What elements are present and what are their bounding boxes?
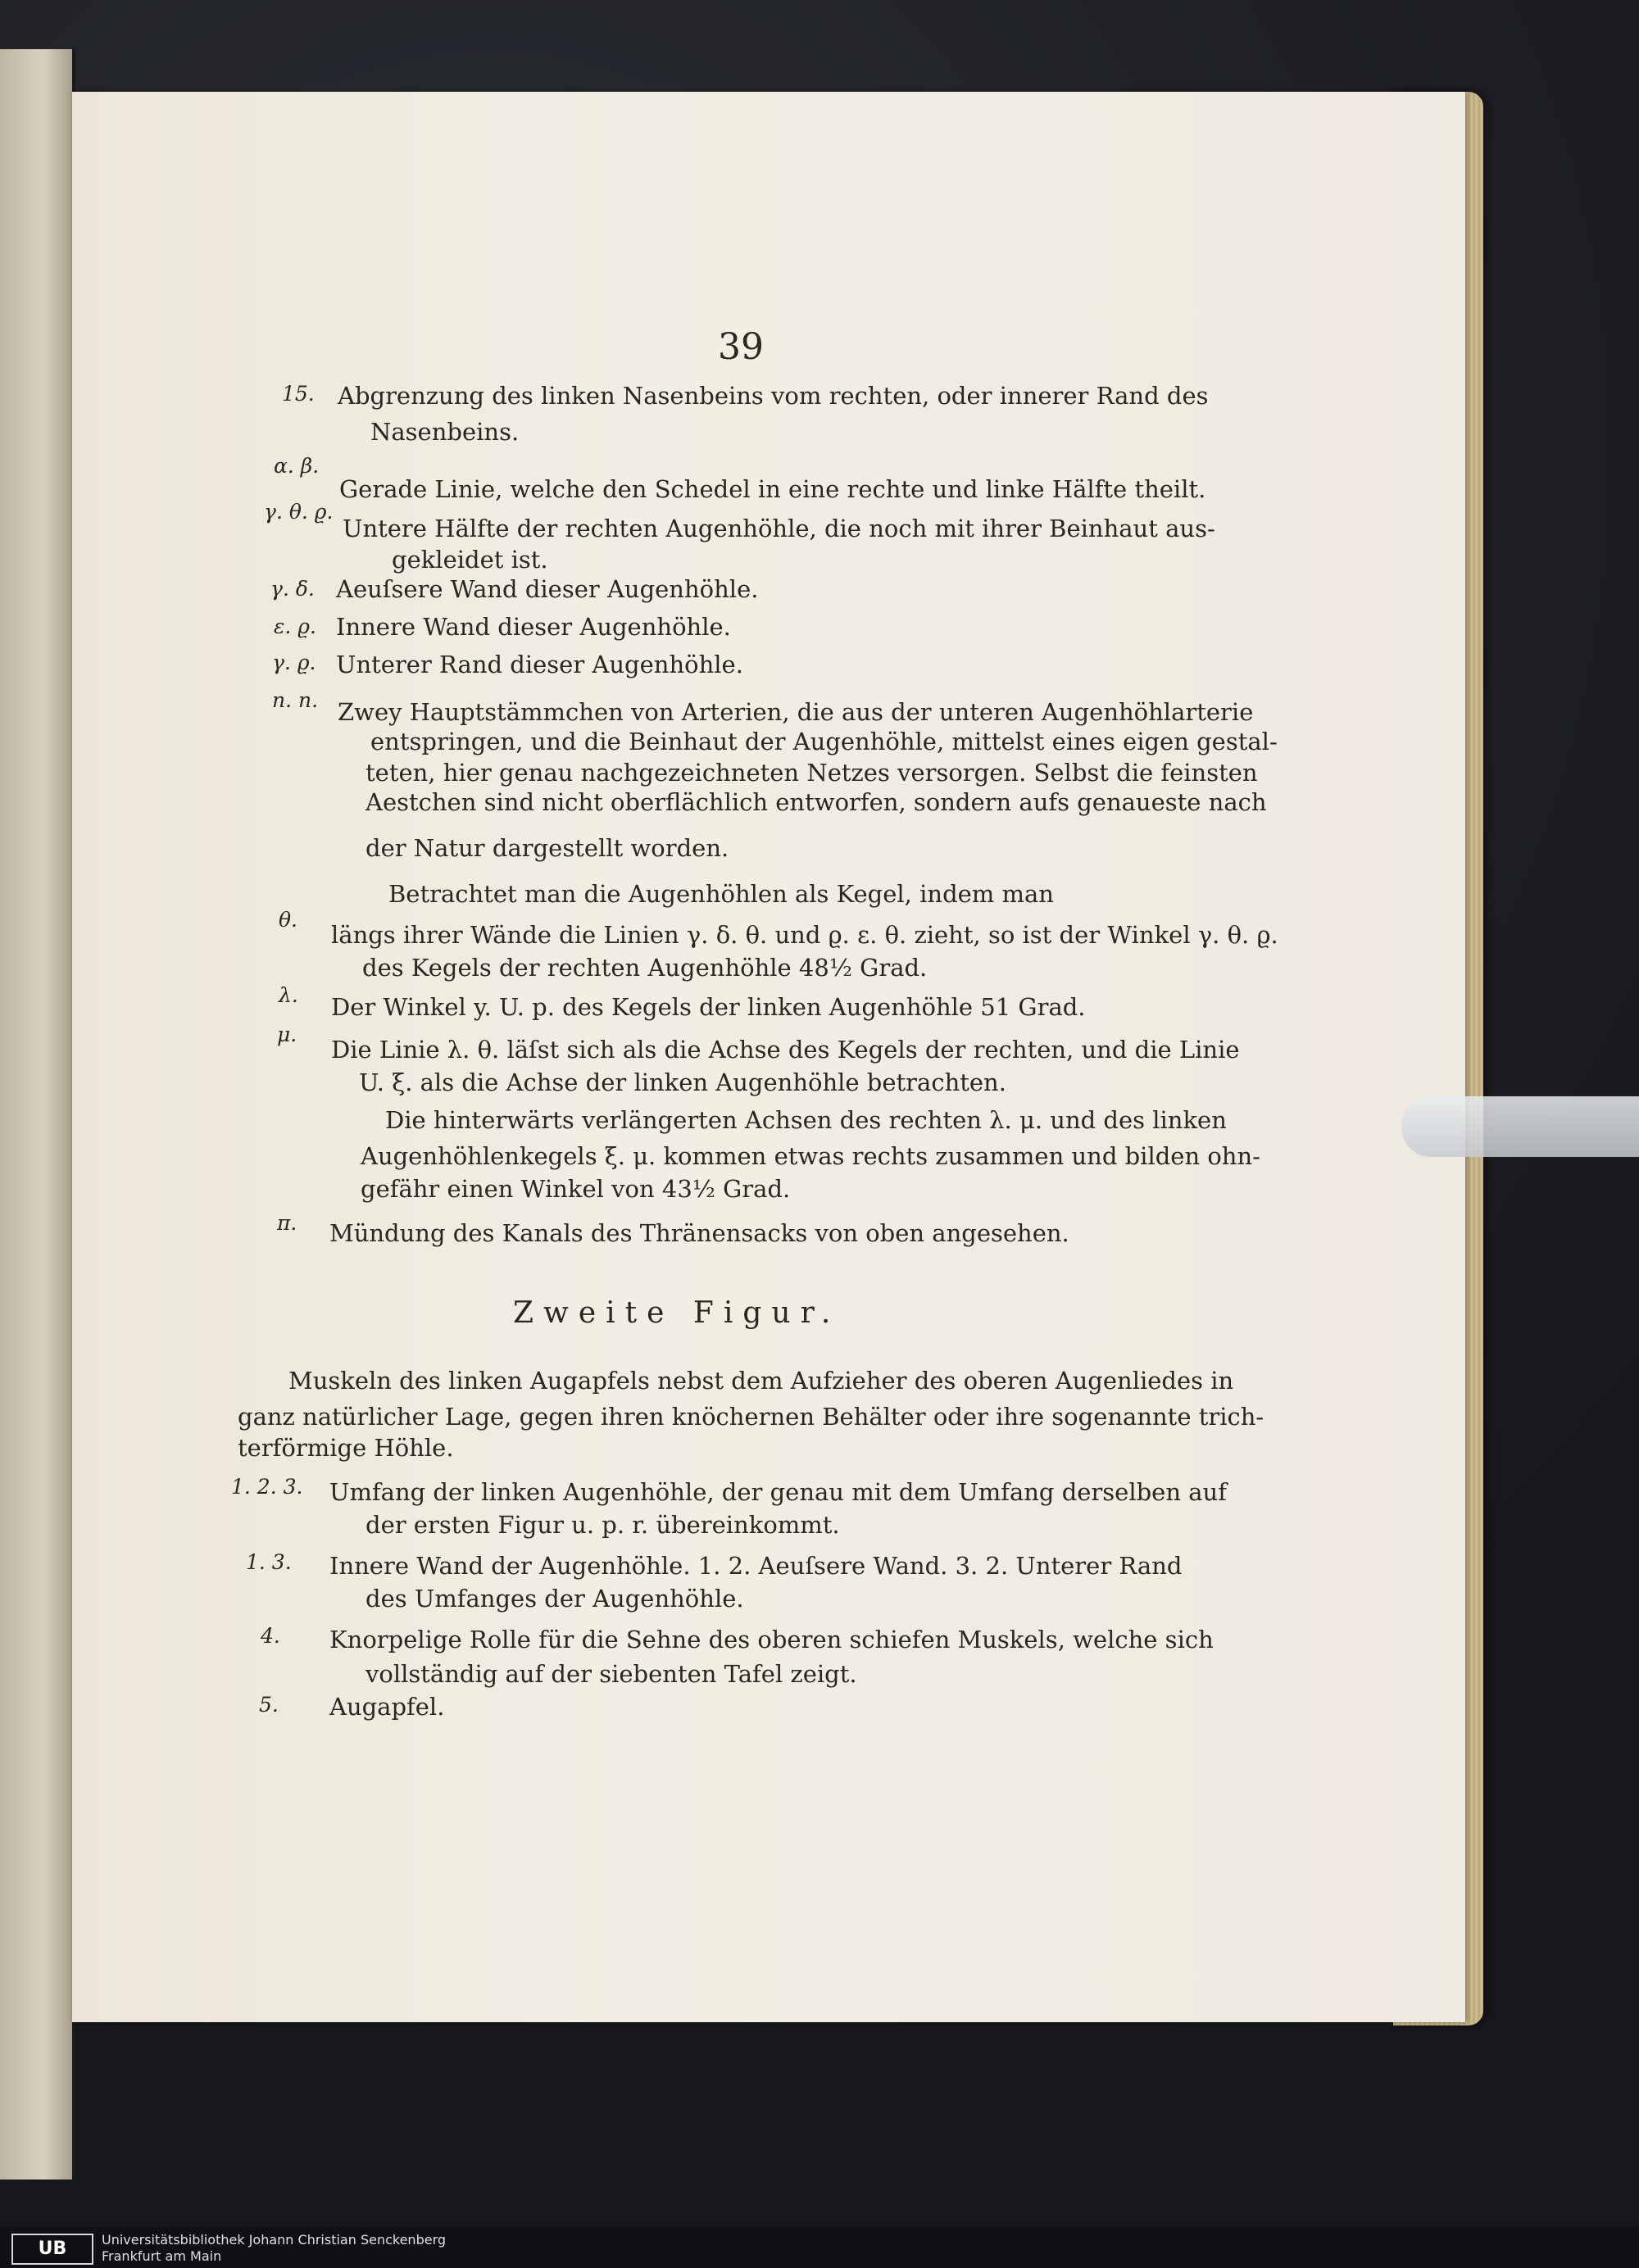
entry-label: γ. δ. xyxy=(270,577,315,601)
intro-line: ganz natürlicher Lage, gegen ihren knöchernen Behälter oder ihre sogenannte trich- xyxy=(238,1403,1264,1431)
library-logo: UB xyxy=(11,2234,93,2265)
footer-city: Frankfurt am Main xyxy=(102,2248,222,2264)
entry-text: des Umfanges der Augenhöhle. xyxy=(365,1585,744,1613)
paragraph-achsen-line: Die hinterwärts verlängerten Achsen des rechten λ. μ. und des linken xyxy=(385,1106,1227,1134)
entry-text: Augapfel. xyxy=(329,1693,445,1721)
footer-library-name: Universitätsbibliothek Johann Christian Senckenberg xyxy=(102,2232,447,2248)
entry-text: vollständig auf der siebenten Tafel zeigt. xyxy=(365,1660,857,1688)
entry-label: α. β. xyxy=(274,454,320,478)
entry-label: μ. xyxy=(277,1023,297,1046)
entry-text: Innere Wand dieser Augenhöhle. xyxy=(336,613,731,641)
entry-label: 5. xyxy=(259,1693,279,1717)
entry-text: Untere Hälfte der rechten Augenhöhle, die noch mit ihrer Beinhaut aus- xyxy=(343,515,1215,542)
entry-label: 15. xyxy=(282,382,315,406)
entry-label: n. n. xyxy=(272,688,319,712)
left-page-edge xyxy=(0,49,75,2180)
entry-text: U. ξ. als die Achse der linken Augenhöhle betrachten. xyxy=(359,1068,1006,1096)
entry-text: des Kegels der rechten Augenhöhle 48½ Grad. xyxy=(362,954,928,982)
entry-text: Innere Wand der Augenhöhle. 1. 2. Aeuſsere Wand. 3. 2. Unterer Rand xyxy=(329,1552,1183,1580)
entry-text: Mündung des Kanals des Thränensacks von oben angesehen. xyxy=(329,1219,1069,1247)
entry-text: Unterer Rand dieser Augenhöhle. xyxy=(336,651,743,678)
entry-text: Gerade Linie, welche den Schedel in eine rechte und linke Hälfte theilt. xyxy=(339,475,1206,503)
paragraph-kegel: Betrachtet man die Augenhöhlen als Kegel, indem man xyxy=(388,880,1054,908)
entry-label: 4. xyxy=(261,1624,280,1648)
entry-label: 1. 2. 3. xyxy=(231,1475,303,1499)
entry-text: entspringen, und die Beinhaut der Augenhöhle, mittelst eines eigen gestal- xyxy=(370,728,1278,755)
entry-label: π. xyxy=(277,1211,297,1235)
entry-label: γ. ϱ. xyxy=(272,651,316,674)
entry-text: der ersten Figur u. p. r. übereinkommt. xyxy=(365,1511,840,1539)
intro-line: terförmige Höhle. xyxy=(238,1434,454,1462)
entry-text: Umfang der linken Augenhöhle, der genau mit dem Umfang derselben auf xyxy=(329,1478,1227,1506)
entry-text: Der Winkel y. U. p. des Kegels der linken Augenhöhle 51 Grad. xyxy=(331,993,1086,1021)
entry-label: ε. ϱ. xyxy=(274,615,316,638)
entry-text: Knorpelige Rolle für die Sehne des oberen schiefen Muskels, welche sich xyxy=(329,1626,1214,1653)
entry-text: Aestchen sind nicht oberflächlich entworfen, sondern aufs genaueste nach xyxy=(365,788,1267,816)
page-number: 39 xyxy=(718,326,764,368)
entry-text: längs ihrer Wände die Linien γ. δ. θ. und ϱ. ε. θ. zieht, so ist der Winkel γ. θ. ϱ. xyxy=(331,921,1278,949)
entry-text: Nasenbeins. xyxy=(370,418,520,446)
entry-label: θ. xyxy=(279,908,297,932)
entry-label: γ. θ. ϱ. xyxy=(264,500,334,524)
entry-label: 1. 3. xyxy=(246,1550,292,1574)
paragraph-achsen-line: gefähr einen Winkel von 43½ Grad. xyxy=(361,1175,791,1203)
entry-text: gekleidet ist. xyxy=(392,546,548,574)
entry-text: Abgrenzung des linken Nasenbeins vom rechten, oder innerer Rand des xyxy=(338,382,1209,410)
entry-text: teten, hier genau nachgezeichneten Netzes versorgen. Selbst die feinsten xyxy=(365,759,1258,787)
entry-text: Aeuſsere Wand dieser Augenhöhle. xyxy=(336,575,759,603)
paragraph-achsen-line: Augenhöhlenkegels ξ. μ. kommen etwas rechts zusammen und bilden ohn- xyxy=(361,1142,1260,1170)
section-heading: Zweite Figur. xyxy=(513,1296,841,1330)
bookmark-strip xyxy=(1401,1096,1639,1157)
footer-bar xyxy=(0,2227,1639,2268)
entry-label: λ. xyxy=(279,983,298,1007)
intro-line: Muskeln des linken Augapfels nebst dem Aufzieher des oberen Augenliedes in xyxy=(288,1367,1234,1395)
entry-text: Die Linie λ. θ. läſst sich als die Achse des Kegels der rechten, und die Linie xyxy=(331,1036,1240,1064)
entry-text: der Natur dargestellt worden. xyxy=(365,834,729,862)
entry-text: Zwey Hauptstämmchen von Arterien, die aus der unteren Augenhöhlarterie xyxy=(338,698,1254,726)
